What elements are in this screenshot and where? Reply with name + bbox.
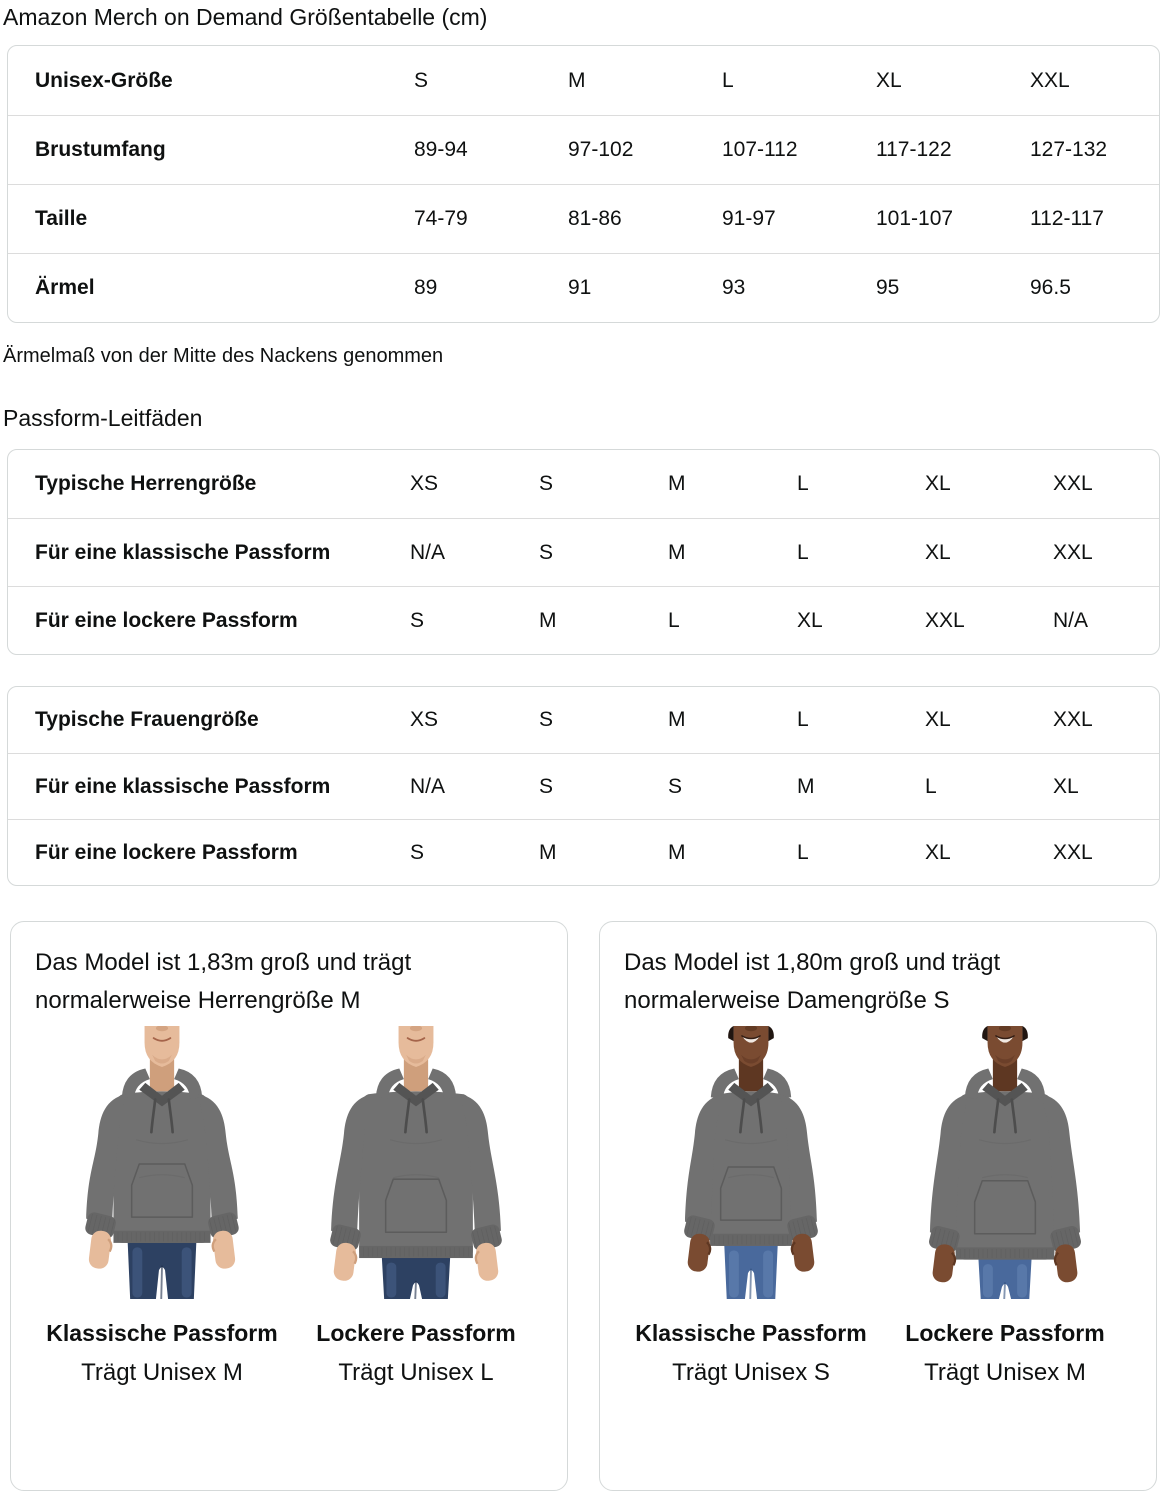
fit-label: Klassische Passform bbox=[635, 1320, 867, 1346]
mens-fit-guide-table bbox=[7, 449, 1160, 655]
size-cell: XS bbox=[410, 708, 439, 731]
size-cell: M bbox=[668, 472, 686, 495]
table-row bbox=[8, 819, 1159, 885]
size-cell: M bbox=[797, 774, 815, 798]
model-photos-row bbox=[35, 1026, 543, 1386]
model-photo-mens-classic-fit bbox=[37, 1026, 287, 1299]
size-cell: S bbox=[668, 774, 683, 798]
value-cell: 112-117 bbox=[1030, 207, 1104, 230]
size-cell: S bbox=[539, 708, 554, 731]
row-label: Für eine lockere Passform bbox=[35, 608, 298, 632]
size-cell: L bbox=[925, 774, 937, 798]
size-cell: XXL bbox=[1053, 840, 1093, 864]
size-cell: M bbox=[568, 68, 586, 92]
table-row bbox=[8, 115, 1159, 184]
row-label: Für eine lockere Passform bbox=[35, 840, 298, 864]
loose-fit-figure bbox=[878, 1026, 1132, 1386]
size-cell: XL bbox=[876, 68, 902, 92]
value-cell: 81-86 bbox=[568, 207, 622, 230]
worn-size-label: Trägt Unisex L bbox=[338, 1359, 494, 1386]
worn-size-label: Trägt Unisex M bbox=[81, 1359, 243, 1386]
fit-label: Lockere Passform bbox=[905, 1320, 1105, 1346]
row-label: Ärmel bbox=[35, 276, 95, 299]
table-row bbox=[8, 46, 1159, 115]
size-cell: M bbox=[539, 840, 557, 864]
size-cell: XL bbox=[1053, 774, 1079, 798]
model-photo-mens-loose-fit bbox=[291, 1026, 541, 1299]
table-row bbox=[8, 450, 1159, 518]
value-cell: 107-112 bbox=[722, 138, 798, 161]
value-cell: 96.5 bbox=[1030, 276, 1071, 299]
row-label: Für eine klassische Passform bbox=[35, 774, 331, 798]
model-description: Das Model ist 1,80m groß und trägt normalerweise Damengröße S bbox=[624, 949, 1001, 1014]
size-cell: L bbox=[668, 608, 680, 632]
size-cell: XL bbox=[925, 840, 951, 864]
value-cell: 89-94 bbox=[414, 138, 468, 161]
page-title: Amazon Merch on Demand Größentabelle (cm) bbox=[3, 4, 488, 30]
size-cell: L bbox=[797, 472, 809, 495]
size-cell: XL bbox=[797, 608, 823, 632]
classic-fit-figure bbox=[35, 1026, 289, 1386]
size-cell: L bbox=[722, 68, 734, 92]
value-cell: 91-97 bbox=[722, 207, 776, 230]
row-label: Taille bbox=[35, 207, 88, 230]
size-cell: XL bbox=[925, 708, 951, 731]
size-cell: L bbox=[797, 708, 809, 731]
unisex-size-table bbox=[7, 45, 1160, 323]
table-row bbox=[8, 518, 1159, 586]
worn-size-label: Trägt Unisex S bbox=[672, 1359, 830, 1386]
mens-fit-card bbox=[10, 921, 568, 1491]
value-cell: 91 bbox=[568, 276, 592, 299]
size-cell: N/A bbox=[410, 774, 446, 798]
size-cell: L bbox=[797, 840, 809, 864]
value-cell: 95 bbox=[876, 276, 900, 299]
table-row bbox=[8, 753, 1159, 819]
size-cell: M bbox=[539, 608, 557, 632]
value-cell: 74-79 bbox=[414, 207, 468, 230]
table-row bbox=[8, 184, 1159, 253]
womens-fit-guide-table bbox=[7, 686, 1160, 886]
fit-example-cards bbox=[10, 921, 1157, 1491]
size-cell: S bbox=[414, 68, 429, 92]
size-cell: S bbox=[410, 840, 425, 864]
worn-size-label: Trägt Unisex M bbox=[924, 1359, 1086, 1386]
row-label: Typische Frauengröße bbox=[35, 708, 259, 731]
size-cell: M bbox=[668, 540, 686, 564]
size-cell: S bbox=[410, 608, 425, 632]
row-label: Unisex-Größe bbox=[35, 68, 173, 92]
size-cell: M bbox=[668, 708, 686, 731]
value-cell: 127-132 bbox=[1030, 138, 1108, 161]
size-cell: M bbox=[668, 840, 686, 864]
size-cell: N/A bbox=[1053, 608, 1089, 632]
value-cell: 93 bbox=[722, 276, 746, 299]
table-row bbox=[8, 586, 1159, 654]
size-cell: S bbox=[539, 540, 554, 564]
value-cell: 117-122 bbox=[876, 138, 952, 161]
size-cell: S bbox=[539, 472, 554, 495]
table-row bbox=[8, 253, 1159, 322]
womens-fit-card bbox=[599, 921, 1157, 1491]
fit-label: Klassische Passform bbox=[46, 1320, 278, 1346]
size-cell: XXL bbox=[925, 608, 965, 632]
size-cell: XL bbox=[925, 540, 951, 564]
size-cell: XXL bbox=[1053, 708, 1093, 731]
table-row bbox=[8, 687, 1159, 753]
sleeve-measure-note: Ärmelmaß von der Mitte des Nackens genommen bbox=[3, 345, 444, 367]
model-photo-womens-classic-fit bbox=[626, 1026, 876, 1299]
size-cell: S bbox=[539, 774, 554, 798]
model-description: Das Model ist 1,83m groß und trägt normalerweise Herrengröße M bbox=[35, 949, 412, 1014]
row-label: Für eine klassische Passform bbox=[35, 540, 331, 564]
size-cell: XS bbox=[410, 472, 439, 495]
size-cell: XXL bbox=[1053, 472, 1093, 495]
classic-fit-figure bbox=[624, 1026, 878, 1386]
row-label: Brustumfang bbox=[35, 138, 166, 161]
model-photos-row bbox=[624, 1026, 1132, 1386]
value-cell: 101-107 bbox=[876, 207, 954, 230]
model-photo-womens-loose-fit bbox=[880, 1026, 1130, 1299]
fit-guides-title: Passform-Leitfäden bbox=[3, 405, 203, 431]
value-cell: 97-102 bbox=[568, 138, 634, 161]
size-cell: XXL bbox=[1053, 540, 1093, 564]
row-label: Typische Herrengröße bbox=[35, 472, 257, 495]
size-cell: XXL bbox=[1030, 68, 1070, 92]
fit-label: Lockere Passform bbox=[316, 1320, 516, 1346]
size-cell: L bbox=[797, 540, 809, 564]
loose-fit-figure bbox=[289, 1026, 543, 1386]
size-cell: XL bbox=[925, 472, 951, 495]
value-cell: 89 bbox=[414, 276, 438, 299]
size-cell: N/A bbox=[410, 540, 446, 564]
